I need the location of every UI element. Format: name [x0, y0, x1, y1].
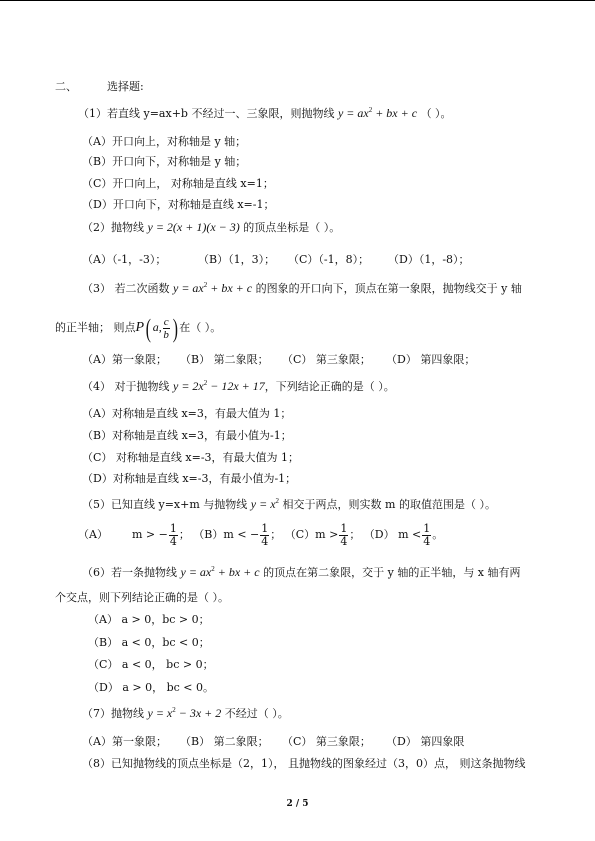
- section-number: 二、: [55, 80, 77, 93]
- q2-formula: y = 2(x + 1)(x − 3): [147, 220, 240, 234]
- question-7: [82, 703, 289, 721]
- q4-option-c: （C） 对称轴是直线 x=-3，有最大值为 1；: [82, 451, 300, 464]
- q3-point-p: P: [135, 320, 145, 335]
- q7-option-d: （D） 第四象限: [386, 735, 465, 748]
- q4-option-a: （A）对称轴是直线 x=3，有最大值为 1；: [82, 407, 292, 420]
- question-4: [82, 376, 395, 394]
- q7-option-a: （A）第一象限；: [82, 735, 167, 748]
- q1-formula: $y = ax^2$ + bx + c: [337, 106, 418, 120]
- q5-fraction-d: $\frac{1}{4}$: [423, 521, 431, 548]
- q3-stem-b: 的图象的开口向下，顶点在第一象限，抛物线交于 y 轴: [255, 282, 522, 295]
- q7-stem-b: 不经过（ ）。: [224, 707, 289, 720]
- q7-formula: $y = x^2 - 3x + 2$: [147, 706, 222, 720]
- question-1: [78, 103, 452, 121]
- q3-stem-a: （3） 若二次函数: [82, 282, 170, 295]
- q5-option-a-ineq: m > −: [131, 528, 168, 541]
- q3-option-b: （B） 第二象限；: [180, 353, 269, 366]
- q7-option-b: （B） 第二象限；: [180, 735, 269, 748]
- q3-formula: $y = ax^2$ + bx + c: [173, 281, 253, 295]
- q5-stem-b: 相交于两点，则实数 m 的取值范围是（ ）。: [282, 498, 496, 511]
- q3-line2-b: 在（ ）。: [179, 321, 222, 334]
- q2-option-c: （C）（-1，8）；: [288, 253, 370, 266]
- q2-option-b: （B）（1，3）；: [198, 253, 276, 266]
- q5-fraction-b: $\frac{1}{4}$: [261, 521, 269, 548]
- q4-option-d: （D）对称轴是直线 x=-3，有最小值为-1；: [82, 472, 297, 485]
- question-5: [82, 494, 496, 512]
- section-title: 选择题:: [107, 80, 144, 93]
- q2-option-a: （A）（-1，-3）；: [82, 253, 167, 266]
- q7-stem-a: （7）抛物线: [82, 707, 144, 720]
- q1-blank: （ ）。: [420, 107, 452, 120]
- q6-option-d: （D） a > 0， bc < 0。: [88, 681, 214, 694]
- q4-stem-a: （4） 对于抛物线: [82, 380, 170, 393]
- q6-option-a: （A） a > 0，bc > 0；: [88, 613, 210, 626]
- q2-stem: （2）抛物线: [82, 221, 144, 234]
- q6-line-2: 个交点，则下列结论正确的是（ ）。: [55, 591, 229, 604]
- question-3: [82, 278, 522, 296]
- q1-stem: （1）若直线 y=ax+b 不经过一、三象限，则抛物线: [78, 107, 335, 120]
- q6-formula: $y = ax^2$ + bx + c: [180, 565, 260, 579]
- top-rule: [0, 0, 595, 1]
- q5-fraction-a: $\frac{1}{4}$: [169, 521, 177, 548]
- question-8: （8）已知抛物线的顶点坐标是（2，1）， 且抛物线的图象经过（3，0）点， 则这条抛物线: [82, 757, 526, 770]
- q2-tail: 的顶点坐标是（ ）。: [243, 221, 341, 234]
- q1-option-a: （A）开口向上，对称轴是 y 轴；: [82, 135, 247, 148]
- q3-option-c: （C） 第三象限；: [282, 353, 371, 366]
- q5-formula: $y = x^2$: [250, 497, 280, 511]
- q1-option-d: （D）开口向下，对称轴是直线 x=-1；: [82, 198, 275, 211]
- section-header: [55, 80, 144, 94]
- q4-option-b: （B）对称轴是直线 x=3，有最小值为-1；: [82, 429, 292, 442]
- q6-option-b: （B） a < 0，bc < 0；: [88, 636, 210, 649]
- q1-option-b: （B）开口向下，对称轴是 y 轴；: [82, 155, 247, 168]
- q5-stem-a: （5）已知直线 y=x+m 与抛物线: [82, 498, 248, 511]
- q5-option-d: ； （D） m <: [349, 528, 422, 541]
- q5-end: 。: [432, 528, 444, 541]
- q3-fraction-c-over-b: $\frac{c}{b}$: [163, 315, 169, 341]
- q1-option-c: （C）开口向上， 对称轴是直线 x=1；: [82, 177, 274, 190]
- question-6: [82, 562, 521, 580]
- q7-option-c: （C） 第三象限；: [282, 735, 371, 748]
- q6-stem-a: （6）若一条抛物线: [82, 566, 177, 579]
- q5-option-a: （A）: [78, 528, 108, 541]
- q4-stem-b: ，下列结论正确的是（ ）。: [264, 380, 395, 393]
- q3-option-d: （D） 第四象限；: [386, 353, 476, 366]
- q3-line-2: 的正半轴； 则点P( a, $\frac{c}{b}$ ) 在（ ）。: [55, 314, 222, 343]
- q6-option-c: （C） a < 0， bc > 0；: [88, 658, 214, 671]
- question-2: [82, 220, 340, 235]
- q2-option-d: （D）（1，-8）；: [388, 253, 470, 266]
- page-number: 2 / 5: [286, 799, 309, 809]
- q4-formula: $y = 2x^2 - 12x + 17$: [173, 379, 265, 393]
- q6-stem-b: 的顶点在第二象限，交于 y 轴的正半轴，与 x 轴有两: [263, 566, 521, 579]
- q3-line2-a: 的正半轴； 则点: [55, 321, 136, 334]
- q3-option-a: （A）第一象限；: [82, 353, 167, 366]
- q5-options: [78, 521, 443, 549]
- q5-fraction-c: $\frac{1}{4}$: [340, 521, 348, 548]
- q5-option-c: ； （C）m >: [270, 528, 339, 541]
- q5-option-b: ； （B）m < −: [178, 528, 260, 541]
